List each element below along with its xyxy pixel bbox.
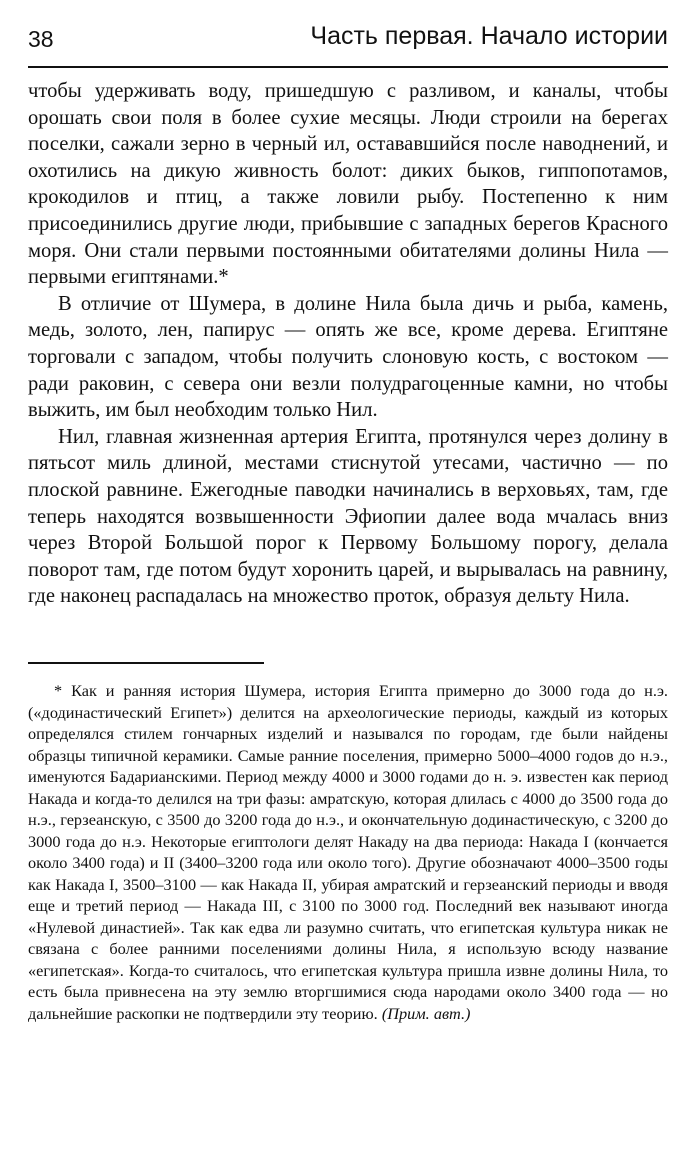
paragraph: Нил, главная жизненная артерия Египта, протянулся через долину в пятьсот миль длиной, местами стиснутой утесами, частично — по плоской равнине. Ежегодные паводки начинались в верховьях, там, где теперь находятся возвышенности Эфиопии далее вода мчалась вниз через Второй Большой порог к Первому Большому порогу, делала поворот там, где потом будут хоронить царей, и вырывалась на равнину, где наконец распадалась на множество проток, образуя дельту Нила. (28, 425, 668, 608)
footnote-note: (Прим. авт.) (381, 1003, 471, 1023)
running-title: Часть первая. Начало истории (310, 22, 668, 50)
paragraph: В отличие от Шумера, в долине Нила была дичь и рыба, камень, медь, золото, лен, папирус — опять же все, кроме дерева. Египтяне торговали с западом, чтобы получить слоновую кость, с востоком — ради раковин, с севера они везли полудрагоценные камни, но чтобы выжить, им был необходим только Нил. (28, 292, 668, 422)
page-header (28, 22, 668, 62)
paragraph: чтобы удерживать воду, пришедшую с разливом, и каналы, чтобы орошать свои поля в более сухие месяцы. Люди строили на берегах поселки, сажали зерно в черный ил, остававшийся после наводнений, и охотились на дикую живность болот: диких быков, гиппопотамов, крокодилов и птиц, а также ловили рыбу. Постепенно к ним присоединились другие люди, прибывшие с западных берегов Красного моря. Они стали первыми постоянными обитателями долины Нила — первыми египтянами.* (28, 80, 668, 289)
header-rule (28, 66, 668, 68)
page-number: 38 (28, 26, 54, 52)
footnote-rule (28, 662, 264, 664)
footnote (28, 680, 668, 1024)
main-text (28, 78, 668, 610)
footnote-text: * Как и ранняя история Шумера, история Египта примерно до 3000 года до н.э. («додинастический Египет») делится на археологические периоды, каждый из которых определялся стилем гончарных изделий и назывался по городам, где были найдены образцы типичной керамики. Самые ранние поселения, примерно 5000–4000 годов до н.э., именуются Бадарианскими. Период между 4000 и 3000 годами до н. э. известен как период Накада и когда-то делился на три фазы: амратскую, которая длилась с 4000 до 3500 года до н.э., герзеанскую, с 3500 до 3200 года до н.э., и окончательную додинастическую, с 3200 до 3000 года до н.э. Некоторые египтологи делят Накаду на два периода: Накада I (кончается около 3400 года) и II (3400–3200 года или около того). Другие обозначают 4000–3500 годы как Накада I, 3500–3100 — как Накада II, убирая амратский и герзеанский периоды и вводя еще и третий период — Накада III, с 3100 по 3000 год. Последний век называют иногда «Нулевой династией». Так как едва ли разумно считать, что египетская культура никак не связана с более ранними поселениями долины Нила, я использую всюду название «египетская». Когда-то считалось, что египетская культура пришла извне долины Нила, то есть была привнесена на эту землю вторгшимися сюда народами около 3400 года — но дальнейшие раскопки не подтвердили эту теорию. (28, 681, 668, 1023)
